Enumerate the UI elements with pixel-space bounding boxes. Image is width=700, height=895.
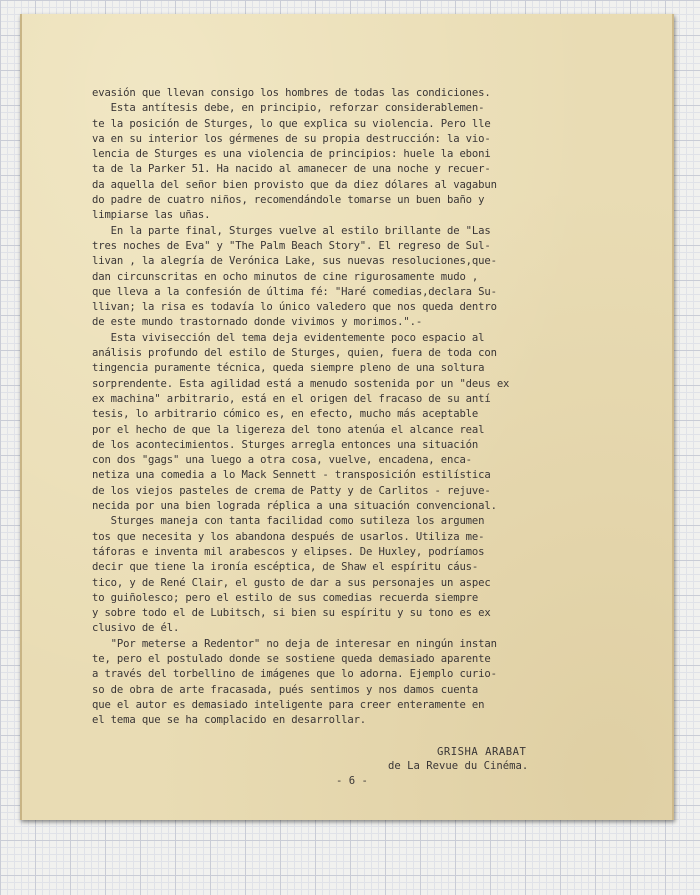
text-line: dan circunscritas en ocho minutos de cine rigurosamente mudo , — [92, 270, 479, 283]
text-line: sorprendente. Esta agilidad está a menudo sostenida por un "deus ex — [92, 377, 510, 390]
text-line: te, pero el postulado donde se sostiene queda demasiado aparente — [92, 652, 491, 665]
author-signature: GRISHA ARABAT — [437, 746, 527, 758]
text-line: evasión que llevan consigo los hombres de todas las condiciones. — [92, 87, 491, 99]
text-line: lencia de Sturges es una violencia de principios: huele la eboni — [92, 148, 491, 161]
page-number: - 6 - — [336, 775, 368, 787]
text-line: de este mundo trastornado donde vivimos y morimos.".- — [92, 316, 423, 329]
text-line: ta de la Parker 51. Ha nacido al amanecer de una noche y recuer- — [92, 163, 491, 176]
text-line: to guiñolesco; pero el estilo de sus comedias recuerda siempre — [92, 591, 479, 604]
text-line: tos que necesita y los abandona después de usarlos. Utiliza me- — [92, 530, 485, 543]
text-line: "Por meterse a Redentor" no deja de interesar en ningún instan — [92, 637, 497, 650]
text-line: el tema que se ha complacido en desarrollar. — [92, 714, 367, 727]
text-line: so de obra de arte fracasada, pués sentimos y nos damos cuenta — [92, 683, 479, 696]
text-line: Esta antítesis debe, en principio, reforzar considerablemen- — [92, 102, 485, 115]
text-line: va en su interior los gérmenes de su propia destrucción: la vio- — [92, 132, 491, 145]
body-text — [92, 86, 592, 728]
text-line: llivan; la risa es todavía lo único valedero que nos queda dentro — [92, 301, 497, 314]
text-line: da aquella del señor bien provisto que da diez dólares al vagabun — [92, 178, 497, 191]
text-line: que el autor es demasiado inteligente para creer enteramente en — [92, 698, 485, 711]
text-line: y sobre todo el de Lubitsch, si bien su espíritu y su tono es ex — [92, 607, 491, 620]
text-line: con dos "gags" una luego a otra cosa, vuelve, encadena, enca- — [92, 454, 472, 467]
text-line: clusivo de él. — [92, 622, 180, 635]
text-line: de los viejos pasteles de crema de Patty y de Carlitos - rejuve- — [92, 484, 491, 497]
typewritten-page — [20, 14, 674, 820]
text-line: Esta vivisección del tema deja evidentemente poco espacio al — [92, 331, 485, 344]
text-line: tesis, lo arbitrario cómico es, en efecto, mucho más aceptable — [92, 408, 479, 421]
text-line: necida por una bien lograda réplica a una situación convencional. — [92, 500, 497, 513]
text-line: livan , la alegría de Verónica Lake, sus nuevas resoluciones,que- — [92, 255, 497, 268]
text-line: análisis profundo del estilo de Sturges, quien, fuera de toda con — [92, 347, 497, 360]
text-line: que lleva a la confesión de última fé: "Haré comedias,declara Su- — [92, 285, 497, 298]
text-line: tico, y de René Clair, el gusto de dar a sus personajes un aspec — [92, 576, 491, 589]
text-line: tres noches de Eva" y "The Palm Beach Story". El regreso de Sul- — [92, 239, 491, 252]
text-line: Sturges maneja con tanta facilidad como sutileza los argumen — [92, 515, 485, 528]
text-line: de los acontecimientos. Sturges arregla entonces una situación — [92, 438, 479, 451]
text-line: ex machina" arbitrario, está en el origen del fracaso de su antí — [92, 392, 491, 405]
text-line: do padre de cuatro niños, recomendándole tomarse un buen baño y — [92, 194, 485, 207]
text-line: En la parte final, Sturges vuelve al estilo brillante de "Las — [92, 224, 491, 237]
text-line: táforas e inventa mil arabescos y elipses. De Huxley, podríamos — [92, 545, 485, 558]
text-line: tingencia puramente técnica, queda siempre pleno de una soltura — [92, 362, 485, 375]
text-line: netiza una comedia a lo Mack Sennett - transposición estilística — [92, 469, 491, 482]
text-line: limpiarse las uñas. — [92, 209, 211, 222]
source-credit: de La Revue du Cinéma. — [388, 760, 529, 772]
text-line: por el hecho de que la ligereza del tono atenúa el alcance real — [92, 423, 485, 436]
text-line: decir que tiene la ironía escéptica, de Shaw el espíritu cáus- — [92, 561, 479, 574]
text-line: te la posición de Sturges, lo que explica su violencia. Pero lle — [92, 117, 491, 130]
text-line: a través del torbellino de imágenes que lo adorna. Ejemplo curio- — [92, 668, 497, 681]
